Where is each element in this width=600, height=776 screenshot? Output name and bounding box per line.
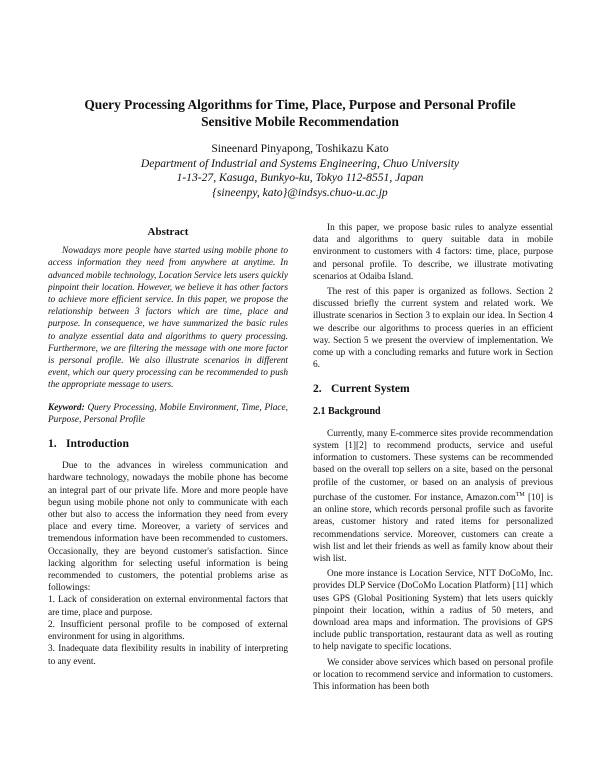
problem-item-2: 2. Insufficient personal profile to be composed of external environment for using in algorithms.	[48, 619, 288, 643]
keywords-text: Query Processing, Mobile Environment, Time, Place, Purpose, Personal Profile	[48, 402, 288, 425]
intro-paragraph-3: The rest of this paper is organized as follows. Section 2 discussed briefly the current system and related work. We illustrate scenarios in Section 3 to explain our idea. In Section 4 we describe our algorithms to process queries in an efficient way. Section 5 we present the overview of implementation. We come up with a concluding remarks and future work in Section 6.	[313, 287, 553, 371]
author-block	[60, 142, 540, 200]
background-paragraph-2: One more instance is Location Service, NTT DoCoMo, Inc. provides DLP Service (DoCoMo Location Platform) [11] which uses GPS (Global Positioning System) that lets users quickly pinpoint their location, within a radius of 50 meters, and download area maps and information. The provisions of GPS include public transportation, restaurant data as well as routing to help navigate to specific locations.	[313, 569, 553, 653]
problem-item-3: 3. Inadequate data flexibility results in inability of interpreting to any event.	[48, 644, 288, 667]
affiliation: Department of Industrial and Systems Engineering, Chuo University	[140, 156, 460, 170]
intro-paragraph-2: In this paper, we propose basic rules to analyze essential data and algorithms to query suitable data in mobile environment to customers with 4 factors: time, place, purpose and personal profile. To describe, we illustrate motivating scenarios at Odaiba Island.	[313, 223, 553, 282]
email: {sineenpy, kato}@indsys.chuo-u.ac.jp	[212, 185, 388, 199]
intro-paragraph-1: Due to the advances in wireless communication and hardware technology, nowadays the mobile phone has become an integral part of our private life. More and more people have begun using mobile phone not only to communicate with each other but also to access the information they need from every place and every time. Moreover, a variety of services and tremendous information have been recommended to customers. Occasionally, they are beyond customer's satisfaction. Since lacking algorithm for selecting useful information is being recommended to customers, the potential problems arise as followings:	[48, 461, 288, 594]
section-heading-current-system	[313, 383, 553, 395]
problem-item-1: 1. Lack of consideration on external environmental factors that are time, place and purpose.	[48, 595, 288, 618]
background-paragraph-3: We consider above services which based on personal profile or location to recommend service and information to customers. This information has been both	[313, 657, 553, 692]
right-column	[313, 222, 553, 693]
title-line-1: Query Processing Algorithms for Time, Place, Purpose and Personal Profile	[84, 97, 516, 112]
section-title: Current System	[331, 382, 410, 396]
left-column	[48, 226, 288, 668]
paper-title	[60, 96, 540, 130]
abstract-text: Nowadays more people have started using mobile phone to access information they need from anywhere at anytime. In advanced mobile technology, Location Service lets users quickly pinpoint their location. However, we believe it has other factors to achieve more efficient service. In this paper, we propose the relationship between 3 factors which are time, place and purpose. In consequence, we have summarized the basic rules to analyze essential data and algorithms to query processing. Furthermore, we are filtering the message with one more factor is personal profile. We also illustrate scenarios in different event, which our query processing can be recommended to push the appropriate message to users.	[48, 246, 288, 391]
address: 1-13-27, Kasuga, Bunkyo-ku, Tokyo 112-8551, Japan	[176, 171, 424, 184]
section-heading-introduction	[48, 438, 288, 450]
trademark-sup: TM	[515, 491, 525, 498]
section-title: Introduction	[66, 437, 129, 451]
author-names: Sineenard Pinyapong, Toshikazu Kato	[211, 142, 389, 155]
section-number: 1.	[48, 437, 57, 451]
paragraph-text: [10] is an online store, which records personal profile such as favorite areas, customer history and rated items for personalized recommendations service. Moreover, customers can create a wish list and let their friends as well as family know about their wish list.	[313, 492, 553, 564]
section-number: 2.	[313, 382, 322, 396]
keywords-label: Keyword:	[48, 402, 85, 413]
abstract-heading: Abstract	[147, 226, 189, 238]
keywords	[48, 402, 288, 426]
title-line-2: Sensitive Mobile Recommendation	[201, 114, 399, 129]
subsection-heading-background: 2.1 Background	[313, 405, 381, 417]
background-paragraph-1	[313, 428, 553, 565]
paragraph-text: Currently, many E-commerce sites provide recommendation system [1][2] to recommend products, service and useful information to customers. These systems can be recommended based on the overall top sellers on a site, based on the personal profile of the customer, or based on an analysis of previous purchase of the customer. For instance, Amazon.com	[313, 428, 553, 503]
